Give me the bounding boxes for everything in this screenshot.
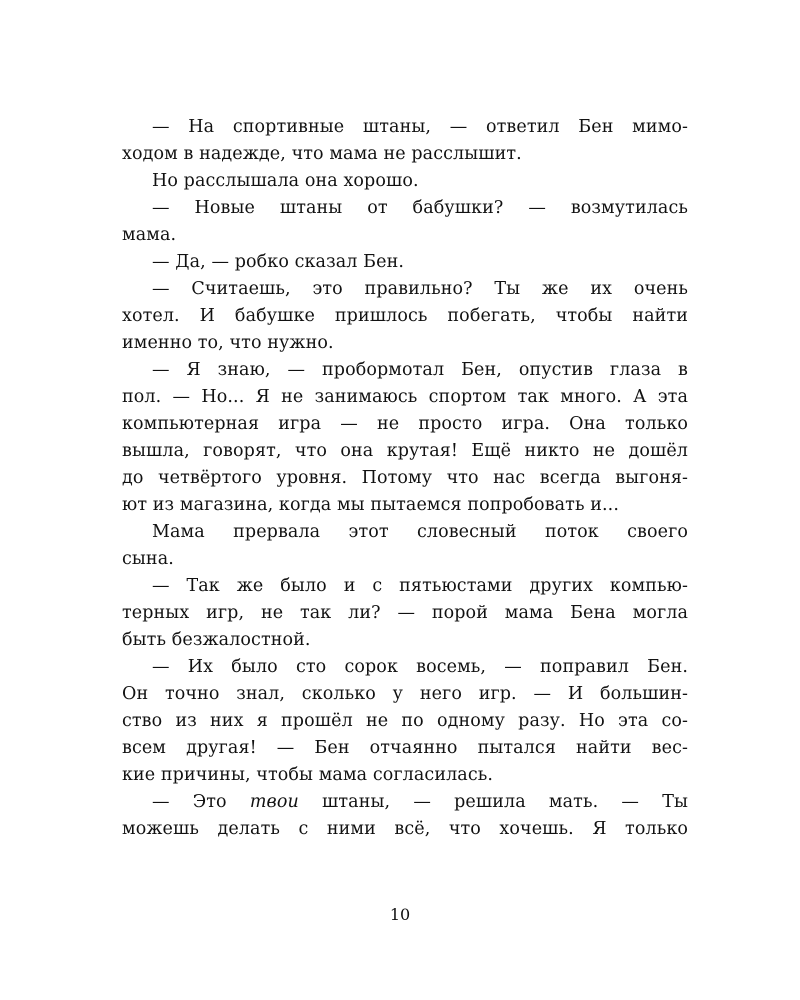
text-block — [122, 114, 688, 843]
text-line-24: всем другая! — Бен отчаянно пытался найти вес- — [122, 738, 688, 758]
line-26-after: штаны, — решила мать. — Ты — [298, 792, 688, 812]
line-26-before: — Это — [152, 792, 250, 812]
text-line-4: — Новые штаны от бабушки? — возмутилась — [152, 198, 688, 218]
text-line-8: хотел. И бабушке пришлось побегать, чтобы найти — [122, 306, 688, 326]
text-line-11: пол. — Но... Я не занимаюсь спортом так много. А эта — [122, 387, 688, 407]
line-26-italic: твои — [249, 792, 299, 812]
text-line-22: Он точно знал, сколько у него игр. — И большин- — [122, 684, 688, 704]
page-number: 10 — [389, 905, 411, 924]
text-line-19: терных игр, не так ли? — порой мама Бена могла — [122, 603, 688, 623]
text-line-3: Но расслышала она хорошо. — [152, 171, 419, 191]
text-line-1: — На спортивные штаны, — ответил Бен мимо- — [152, 117, 688, 137]
text-line-26 — [122, 789, 688, 816]
text-line-2: ходом в надежде, что мама не расслышит. — [122, 144, 522, 164]
text-line-23: ство из них я прошёл не по одному разу. Но эта со- — [122, 711, 688, 731]
text-line-7: — Считаешь, это правильно? Ты же их очень — [152, 279, 688, 299]
text-line-25: кие причины, чтобы мама согласилась. — [122, 765, 494, 785]
text-line-21: — Их было сто сорок восемь, — поправил Бен. — [152, 657, 688, 677]
text-line-10: — Я знаю, — пробормотал Бен, опустив глаза в — [152, 360, 688, 380]
text-line-14: до четвёртого уровня. Потому что нас всегда выгоня- — [122, 468, 688, 488]
text-line-16: Мама прервала этот словесный поток своего — [152, 522, 688, 542]
text-line-12: компьютерная игра — не просто игра. Она только — [122, 414, 688, 434]
text-line-15: ют из магазина, когда мы пытаемся попробовать и... — [122, 495, 620, 515]
text-line-9: именно то, что нужно. — [122, 333, 334, 353]
text-line-17: сына. — [122, 549, 174, 569]
text-line-13: вышла, говорят, что она крутая! Ещё никто не дошёл — [122, 441, 688, 461]
text-line-6: — Да, — робко сказал Бен. — [152, 252, 404, 272]
text-line-20: быть безжалостной. — [122, 630, 311, 650]
text-line-5: мама. — [122, 225, 177, 245]
text-line-27: можешь делать с ними всё, что хочешь. Я только — [122, 819, 688, 839]
text-line-18: — Так же было и с пятьюстами других компью- — [152, 576, 688, 596]
